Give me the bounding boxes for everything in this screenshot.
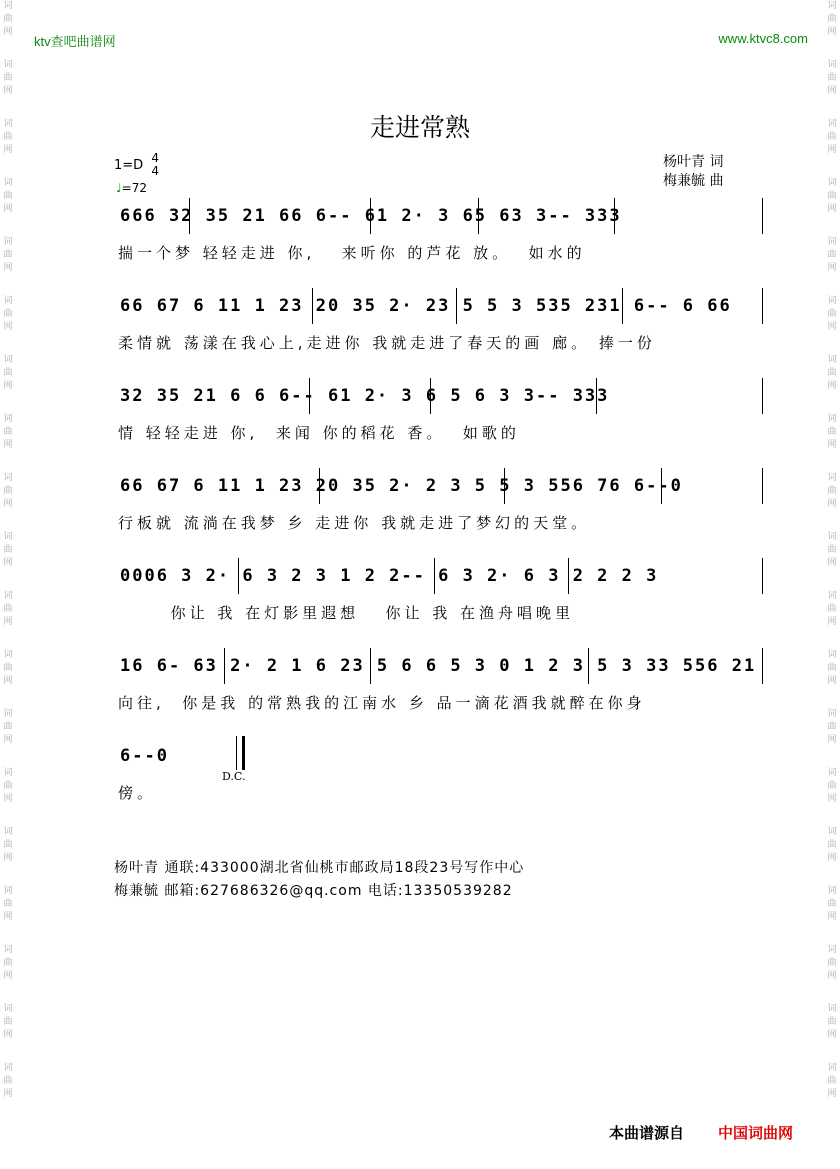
watermark-char: 曲 [827,14,837,24]
watermark-char: 曲 [3,486,13,496]
watermark-char: 曲 [827,604,837,614]
watermark-char: 曲 [3,663,13,673]
watermark-char: 曲 [827,958,837,968]
notes: 666 32 35 21 66 6-- 61 2· 3 65 63 3-- 333 [120,206,622,226]
watermark-char: 曲 [827,73,837,83]
watermark-char: 曲 [827,663,837,673]
watermark-left [0,0,16,1169]
watermark-char: 网 [827,853,837,863]
watermark-char: 词 [827,1063,837,1073]
lyrics: 柔情就 荡漾在我心上,走进你 我就走进了春天的画 廊。 捧一份 [118,334,656,352]
lyrics: 揣一个梦 轻轻走进 你, 来听你 的芦花 放。 如水的 [118,244,586,262]
watermark-char: 词 [3,1063,13,1073]
footer-source-label: 本曲谱源自 [609,1124,685,1142]
watermark-char: 网 [3,794,13,804]
watermark-char: 词 [3,768,13,778]
watermark-char: 曲 [3,840,13,850]
watermark-char: 网 [827,263,837,273]
watermark-char: 网 [827,381,837,391]
watermark-char: 词 [827,591,837,601]
watermark-char: 曲 [3,1076,13,1086]
watermark-char: 词 [3,591,13,601]
key-signature [114,152,159,178]
watermark-char: 曲 [3,250,13,260]
watermark-char: 词 [3,827,13,837]
watermark-char: 词 [3,296,13,306]
watermark-char: 词 [827,532,837,542]
watermark-char: 网 [3,381,13,391]
header-left-site[interactable]: ktv查吧曲谱网 [34,34,116,49]
watermark-char: 词 [827,768,837,778]
watermark-char: 词 [3,650,13,660]
watermark-char: 网 [3,912,13,922]
final-barline [236,736,245,770]
watermark-char: 曲 [3,958,13,968]
time-bottom: 4 [151,164,159,178]
notes: 0006 3 2· 6 3 2 3 1 2 2-- 6 3 2· 6 3 2 2 2 3 [120,566,659,586]
lyrics: 傍。 [118,784,157,802]
da-capo-marking: D.C. [222,770,246,783]
watermark-char: 网 [827,86,837,96]
watermark-char: 词 [827,709,837,719]
watermark-char: 词 [827,60,837,70]
footer-site-link[interactable]: 中国词曲网 [718,1124,794,1142]
watermark-char: 曲 [3,604,13,614]
watermark-char: 词 [827,414,837,424]
watermark-char: 曲 [827,781,837,791]
watermark-char: 词 [3,414,13,424]
watermark-char: 词 [3,886,13,896]
watermark-char: 网 [3,86,13,96]
watermark-char: 词 [827,945,837,955]
watermark-char: 网 [827,558,837,568]
lyrics: 你让 我 在灯影里遐想 你让 我 在渔舟唱晚里 [118,604,574,622]
watermark-char: 网 [827,27,837,37]
lyricist-credit: 杨叶青 词 [663,154,724,170]
watermark-char: 曲 [3,545,13,555]
watermark-char: 曲 [3,14,13,24]
watermark-char: 网 [827,735,837,745]
lyrics: 情 轻轻走进 你, 来闻 你的稻花 香。 如歌的 [118,424,520,442]
watermark-char: 网 [3,145,13,155]
watermark-char: 网 [827,499,837,509]
notes: 66 67 6 11 1 23 20 35 2· 23 5 5 3 535 231 6-- 6 66 [120,296,732,316]
watermark-char: 网 [827,145,837,155]
notes: 32 35 21 6 6 6-- 61 2· 3 6 5 6 3 3-- 333 [120,386,610,406]
quarter-note-icon: ♩ [116,181,122,195]
watermark-char: 曲 [3,899,13,909]
lyrics: 向往, 你是我 的常熟我的江南水 乡 品一滴花酒我就醉在你身 [118,694,646,712]
watermark-char: 网 [3,1030,13,1040]
watermark-char: 词 [3,355,13,365]
composer-credit: 梅兼毓 曲 [663,173,724,189]
watermark-char: 词 [827,650,837,660]
notes: 6--0 [120,746,169,766]
watermark-char: 词 [827,886,837,896]
watermark-char: 曲 [827,427,837,437]
watermark-char: 网 [3,499,13,509]
tempo-marking [116,181,147,195]
watermark-char: 网 [3,204,13,214]
watermark-char: 网 [3,263,13,273]
watermark-char: 曲 [827,1076,837,1086]
watermark-char: 网 [3,322,13,332]
watermark-char: 词 [827,827,837,837]
watermark-char: 网 [827,617,837,627]
song-title: 走进常熟 [369,113,470,142]
watermark-char: 曲 [3,368,13,378]
watermark-char: 曲 [3,1017,13,1027]
watermark-char: 网 [3,1089,13,1099]
watermark-char: 曲 [3,427,13,437]
watermark-char: 曲 [3,781,13,791]
watermark-char: 网 [827,440,837,450]
watermark-char: 网 [3,27,13,37]
watermark-char: 曲 [3,722,13,732]
time-signature [151,152,159,178]
watermark-char: 网 [3,558,13,568]
watermark-char: 曲 [827,545,837,555]
watermark-char: 曲 [827,368,837,378]
watermark-char: 曲 [827,899,837,909]
watermark-char: 词 [3,1,13,11]
watermark-char: 词 [827,237,837,247]
watermark-char: 网 [827,1030,837,1040]
key-label: 1=D [114,157,144,173]
watermark-char: 词 [3,709,13,719]
credits [663,153,723,191]
watermark-char: 词 [3,237,13,247]
watermark-char: 网 [3,440,13,450]
lyrics: 行板就 流淌在我梦 乡 走进你 我就走进了梦幻的天堂。 [118,514,591,532]
watermark-char: 词 [3,1004,13,1014]
watermark-char: 网 [3,971,13,981]
watermark-char: 曲 [827,309,837,319]
watermark-char: 网 [827,794,837,804]
watermark-char: 网 [827,204,837,214]
watermark-char: 网 [3,853,13,863]
watermark-char: 网 [827,971,837,981]
watermark-char: 曲 [827,132,837,142]
watermark-char: 网 [3,617,13,627]
watermark-char: 词 [3,945,13,955]
watermark-char: 网 [827,322,837,332]
watermark-char: 词 [827,178,837,188]
watermark-char: 词 [3,178,13,188]
notes: 16 6- 63 2· 2 1 6 23 5 6 6 5 3 0 1 2 3 5 3 33 556 21 [120,656,757,676]
watermark-char: 曲 [3,73,13,83]
watermark-char: 词 [827,1004,837,1014]
watermark-char: 网 [827,912,837,922]
contact-line-1: 杨叶青 通联:433000湖北省仙桃市邮政局18段23号写作中心 [114,860,525,876]
watermark-char: 曲 [3,191,13,201]
watermark-char: 词 [827,296,837,306]
watermark-char: 网 [827,1089,837,1099]
watermark-char: 曲 [3,132,13,142]
watermark-char: 曲 [827,486,837,496]
tempo-value: =72 [121,181,147,195]
contact-line-2: 梅兼毓 邮箱:627686326@qq.com 电话:13350539282 [114,883,513,899]
watermark-char: 词 [827,1,837,11]
watermark-right [824,0,840,1169]
watermark-char: 网 [3,676,13,686]
watermark-char: 词 [3,473,13,483]
watermark-char: 网 [827,676,837,686]
watermark-char: 曲 [827,191,837,201]
watermark-char: 词 [827,473,837,483]
notes: 66 67 6 11 1 23 20 35 2· 2 3 5 5 3 556 76 6--0 [120,476,683,496]
watermark-char: 曲 [3,309,13,319]
watermark-char: 曲 [827,1017,837,1027]
watermark-char: 词 [3,532,13,542]
watermark-char: 曲 [827,722,837,732]
watermark-char: 曲 [827,840,837,850]
watermark-char: 词 [3,119,13,129]
watermark-char: 词 [3,60,13,70]
watermark-char: 网 [3,735,13,745]
header-right-url[interactable]: www.ktvc8.com [718,31,808,46]
watermark-char: 词 [827,355,837,365]
watermark-char: 曲 [827,250,837,260]
watermark-char: 词 [827,119,837,129]
time-top: 4 [151,151,159,165]
